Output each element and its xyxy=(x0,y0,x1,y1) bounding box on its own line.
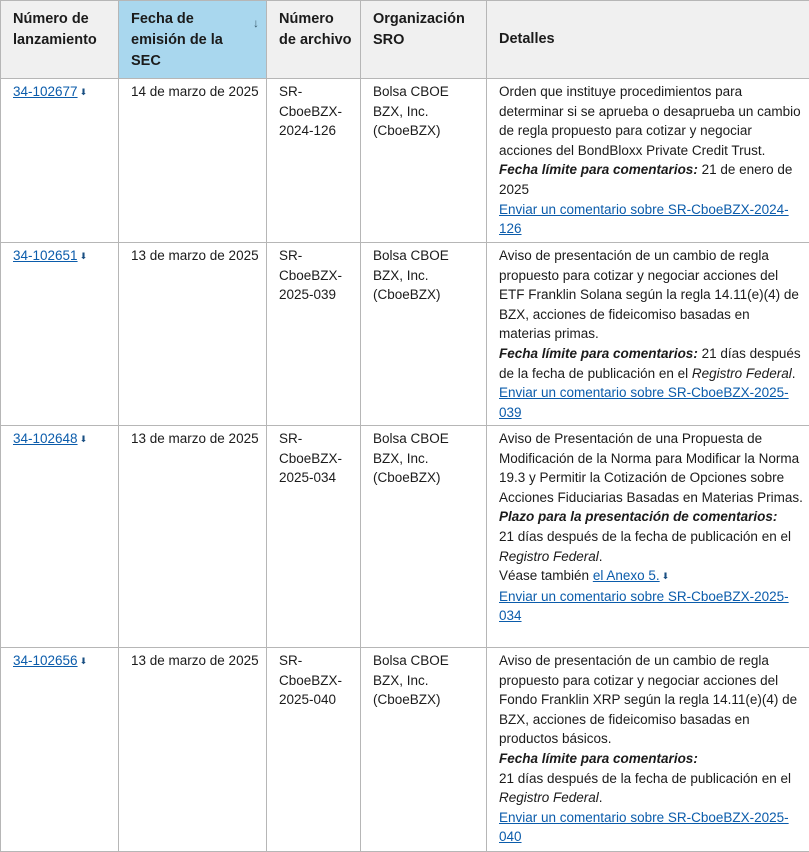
issue-date-cell: 13 de marzo de 2025 xyxy=(119,243,267,426)
header-issue-date-label: Fecha de emisión de la SEC xyxy=(131,11,223,69)
exhibit-5-link[interactable]: el Anexo 5. xyxy=(593,568,660,583)
details-cell: Aviso de presentación de un cambio de regla propuesto para cotizar y negociar acciones del Fondo Franklin XRP según la regla 14.11(e)(4) de BZX, acciones de fideicomiso basadas en productos básicos. Fecha límite para comentarios: 21 días después de la fecha de publicación en el Registro Federal. Enviar un comentario sobre SR-CboeBZX-2025-040 xyxy=(487,648,809,852)
file-number-cell: SR-CboeBZX-2025-039 xyxy=(267,243,361,426)
comment-deadline-text: 21 de enero de 2025 xyxy=(499,162,792,197)
comment-deadline-label: Fecha límite para comentarios: xyxy=(499,346,698,361)
download-icon[interactable]: ⬇ xyxy=(80,83,88,103)
release-link[interactable]: 34-102677 xyxy=(13,84,78,99)
submit-comment-link[interactable]: Enviar un comentario sobre SR-CboeBZX-2025-040 xyxy=(499,808,803,847)
file-number-cell: SR-CboeBZX-2025-034 xyxy=(267,426,361,648)
table-row xyxy=(1,648,809,852)
release-description: Aviso de presentación de un cambio de regla propuesto para cotizar y negociar acciones del Fondo Franklin XRP según la regla 14.11(e)(4) de BZX, acciones de fideicomiso basadas en productos básicos. xyxy=(499,651,803,749)
header-sro-organization-label: Organización SRO xyxy=(373,11,465,48)
release-description: Orden que instituye procedimientos para determinar si se aprueba o desaprueba un cambio de regla propuesto para cotizar y negociar acciones del BondBloxx Private Credit Trust. xyxy=(499,82,803,160)
sro-organization-cell: Bolsa CBOE BZX, Inc. (CboeBZX) xyxy=(361,243,487,426)
federal-register-text: Registro Federal xyxy=(499,790,599,805)
table-row xyxy=(1,426,809,648)
header-release-number[interactable] xyxy=(1,1,119,79)
file-number-cell: SR-CboeBZX-2025-040 xyxy=(267,648,361,852)
see-also-line xyxy=(499,566,803,587)
header-details xyxy=(487,1,809,79)
release-number-cell xyxy=(1,648,119,852)
table-row xyxy=(1,79,809,243)
release-link[interactable]: 34-102656 xyxy=(13,653,78,668)
download-icon[interactable]: ⬇ xyxy=(662,567,670,587)
download-icon[interactable]: ⬇ xyxy=(80,247,88,267)
see-also-text: Véase también xyxy=(499,568,589,583)
file-number-cell: SR-CboeBZX-2024-126 xyxy=(267,79,361,243)
comment-deadline-label: Plazo para la presentación de comentarios: xyxy=(499,507,803,527)
sro-organization-cell: Bolsa CBOE BZX, Inc. (CboeBZX) xyxy=(361,79,487,243)
submit-comment-link[interactable]: Enviar un comentario sobre SR-CboeBZX-2025-034 xyxy=(499,587,803,626)
sro-organization-cell: Bolsa CBOE BZX, Inc. (CboeBZX) xyxy=(361,426,487,648)
federal-register-text: Registro Federal xyxy=(499,549,599,564)
submit-comment-link[interactable]: Enviar un comentario sobre SR-CboeBZX-2025-039 xyxy=(499,383,803,422)
comment-deadline-text: 21 días después de la fecha de publicación en el xyxy=(499,771,791,786)
comment-deadline-text: 21 días después de la fecha de publicación en el xyxy=(499,529,791,544)
details-cell xyxy=(487,79,809,243)
header-details-label: Detalles xyxy=(499,31,555,47)
details-cell: Aviso de Presentación de una Propuesta de Modificación de la Norma para Modificar la Norma 19.3 y Permitir la Cotización de Opciones sobre Acciones Fiduciarias Basadas en Materias Primas. Plazo para la presentación de comentarios: 21 días después de la fecha de publicación en el Registro Federal. Véase también el Anexo 5. ⬇ Enviar un comentario sobre SR-CboeBZX-2025-034 xyxy=(487,426,809,648)
table-row xyxy=(1,243,809,426)
release-number-cell xyxy=(1,426,119,648)
sro-organization-cell: Bolsa CBOE BZX, Inc. (CboeBZX) xyxy=(361,648,487,852)
issue-date-cell: 14 de marzo de 2025 xyxy=(119,79,267,243)
comment-deadline-label: Fecha límite para comentarios: xyxy=(499,162,698,177)
submit-comment-link[interactable]: Enviar un comentario sobre SR-CboeBZX-2024-126 xyxy=(499,200,803,239)
header-file-number[interactable] xyxy=(267,1,361,79)
download-icon[interactable]: ⬇ xyxy=(80,652,88,672)
header-sro-organization[interactable] xyxy=(361,1,487,79)
comment-deadline-label: Fecha límite para comentarios: xyxy=(499,749,803,769)
header-release-number-label: Número de lanzamiento xyxy=(13,11,97,48)
release-description: Aviso de Presentación de una Propuesta de Modificación de la Norma para Modificar la Norma 19.3 y Permitir la Cotización de Opciones sobre Acciones Fiduciarias Basadas en Materias Primas. xyxy=(499,429,803,507)
header-file-number-label: Número de archivo xyxy=(279,11,352,48)
federal-register-text: Registro Federal xyxy=(692,366,792,381)
release-link[interactable]: 34-102651 xyxy=(13,248,78,263)
issue-date-cell: 13 de marzo de 2025 xyxy=(119,426,267,648)
sort-descending-icon[interactable]: ↓ xyxy=(253,17,259,29)
table-header-row xyxy=(1,1,809,79)
release-number-cell xyxy=(1,79,119,243)
header-issue-date[interactable] xyxy=(119,1,267,79)
details-cell: Aviso de presentación de un cambio de regla propuesto para cotizar y negociar acciones del ETF Franklin Solana según la regla 14.11(e)(4) de BZX, acciones de fideicomiso basadas en materias primas. Fecha límite para comentarios: 21 días después de la fecha de publicación en el Registro Federal. Enviar un comentario sobre SR-CboeBZX-2025-039 xyxy=(487,243,809,426)
release-number-cell xyxy=(1,243,119,426)
release-link[interactable]: 34-102648 xyxy=(13,431,78,446)
download-icon[interactable]: ⬇ xyxy=(80,430,88,450)
comment-deadline-text: 21 días después de la fecha de publicación en el xyxy=(499,346,801,381)
release-description: Aviso de presentación de un cambio de regla propuesto para cotizar y negociar acciones del ETF Franklin Solana según la regla 14.11(e)(4) de BZX, acciones de fideicomiso basadas en materias primas. xyxy=(499,246,803,344)
issue-date-cell: 13 de marzo de 2025 xyxy=(119,648,267,852)
